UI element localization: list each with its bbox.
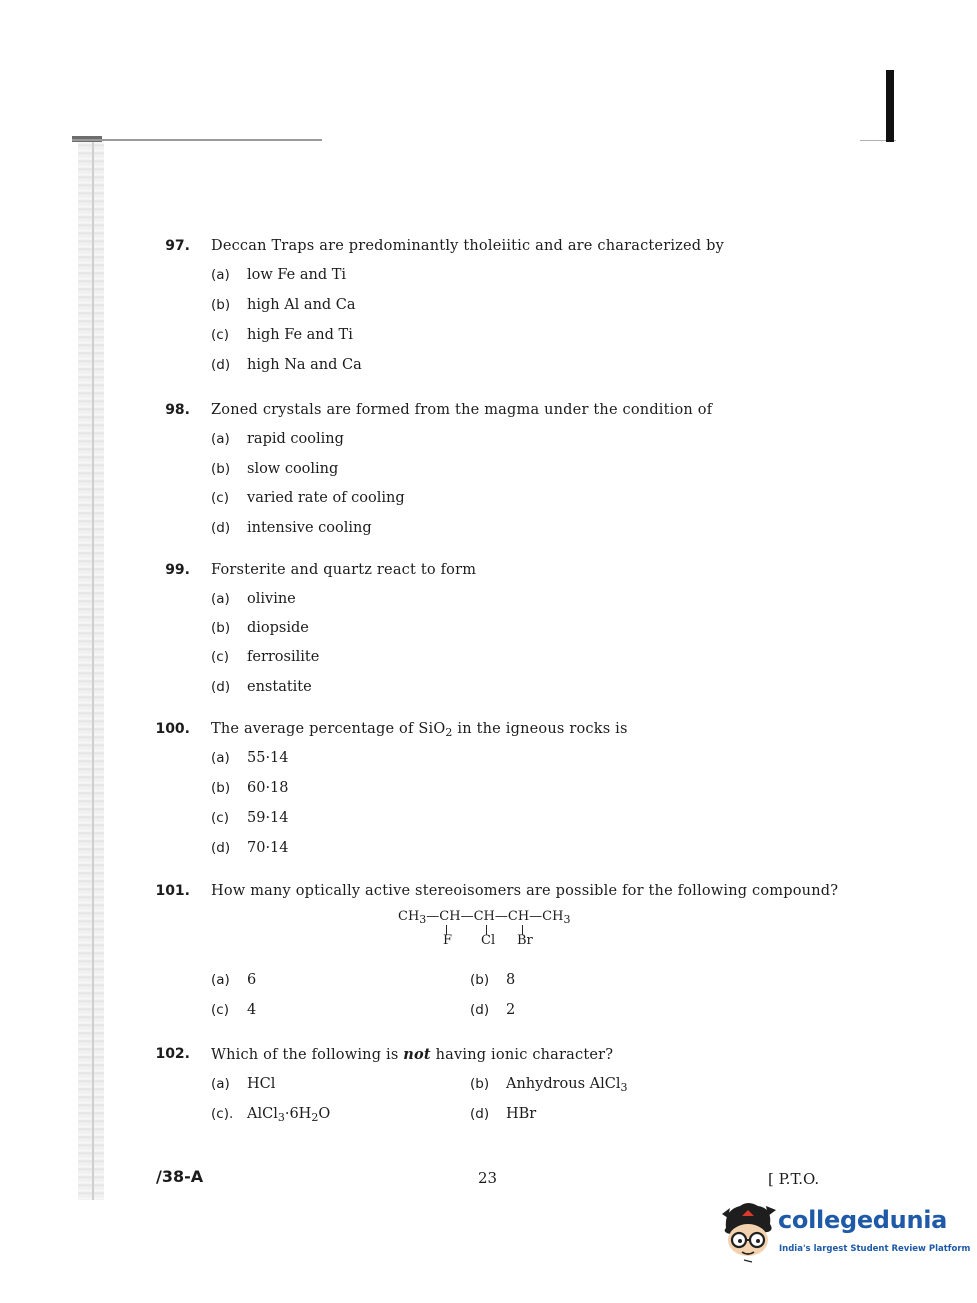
emphasis-not: not	[403, 1046, 431, 1063]
option-b: (b) diopside	[211, 620, 309, 636]
top-rule	[72, 139, 322, 141]
option-a: (a) low Fe and Ti	[211, 267, 347, 283]
option-b: (b) 8	[470, 972, 516, 988]
mascot-icon	[718, 1200, 778, 1266]
option-c: (c) varied rate of cooling	[211, 490, 405, 506]
question-text: The average percentage of SiO$_2$ in the igneous rocks is	[211, 721, 628, 739]
logo-wordmark: collegedunia	[778, 1206, 948, 1234]
scan-edge-shadow	[78, 140, 104, 1200]
question-text: Which of the following is not having ionic character?	[211, 1046, 614, 1063]
option-d: (d) intensive cooling	[211, 520, 372, 536]
option-c: (c). $AlCl_3\cdot 6H_2O$	[211, 1106, 331, 1124]
scan-edge-line	[92, 140, 94, 1200]
question-text: Zoned crystals are formed from the magma under the condition of	[211, 402, 713, 418]
question-text: How many optically active stereoisomers are possible for the following compound?	[211, 883, 839, 899]
structure-chain: $CH_3—CH—CH—CH—CH_3$	[398, 909, 571, 926]
substituent-f: F	[443, 933, 453, 948]
option-d: (d) enstatite	[211, 679, 312, 695]
collegedunia-logo	[718, 1200, 971, 1270]
option-b: (b) high Al and Ca	[211, 297, 356, 313]
option-a: (a) HCl	[211, 1076, 276, 1092]
question-number: 100.	[155, 721, 190, 737]
paper-code: /38-A	[156, 1167, 204, 1186]
option-b: (b) 60·18	[211, 780, 289, 796]
option-c: (c) 4	[211, 1002, 257, 1018]
substituent-cl: Cl	[481, 933, 496, 948]
question-text: Deccan Traps are predominantly tholeiitic and are characterized by	[211, 238, 724, 254]
option-c: (c) high Fe and Ti	[211, 327, 353, 343]
option-c: (c) 59·14	[211, 810, 289, 826]
substituent-br: Br	[517, 933, 533, 948]
option-d: (d) high Na and Ca	[211, 357, 362, 373]
question-number: 97.	[165, 238, 190, 254]
logo-tagline: India's largest Student Review Platform	[779, 1244, 971, 1254]
option-a: (a) olivine	[211, 591, 296, 607]
option-a: (a) rapid cooling	[211, 431, 344, 447]
question-number: 102.	[155, 1046, 190, 1062]
option-d: (d) 70·14	[211, 840, 289, 856]
page-number: 23	[478, 1169, 498, 1187]
question-number: 98.	[165, 402, 190, 418]
question-number: 99.	[165, 562, 190, 578]
option-d: (d) 2	[470, 1002, 516, 1018]
option-d: (d) HBr	[470, 1106, 537, 1122]
question-number: 101.	[155, 883, 190, 899]
option-b: (b) Anhydrous AlCl$_3$	[470, 1076, 628, 1094]
option-a: (a) 6	[211, 972, 257, 988]
option-a: (a) 55·14	[211, 750, 289, 766]
pto-note: [ P.T.O.	[768, 1170, 820, 1188]
option-c: (c) ferrosilite	[211, 649, 320, 665]
corner-bar-mark	[886, 70, 894, 142]
option-b: (b) slow cooling	[211, 461, 339, 477]
question-text: Forsterite and quartz react to form	[211, 562, 477, 578]
